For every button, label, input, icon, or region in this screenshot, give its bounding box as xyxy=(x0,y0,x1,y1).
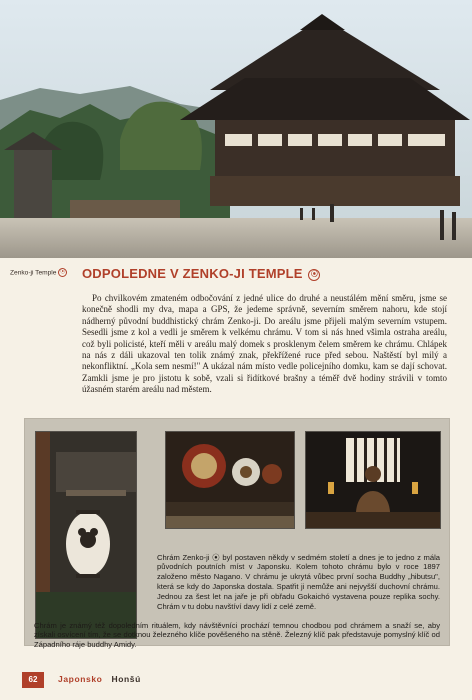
section-title-text: ODPOLEDNE V ZENKO-JI TEMPLE xyxy=(82,266,303,281)
caption-label: Zenko-ji Temple xyxy=(10,269,57,277)
body-paragraph: Po chvilkovém zmateném odbočování z jedné ulice do druhé a neustálém mění směru, jsme se konečně shodli my dva, mapa a GPS, že jedeme správně, severním směrem nahoru, kde stojí nádherný původní buddhistický chrám Zenko-ji. Do areálu jsme přijeli malým severním vstupem. Sesedli jsme z kol a vedli je směrem k velkému chrámu. V tom si nás hned všimla ostraha areálu, což byli policisté, kteří měli v areálu malý domek s prosklenym čelem směrem ke chrámu. Chlápek na nás z dáli ukazoval ten tolik známý znak, překřížené ruce před sebou. Naštěstí byl milý a nekonfliktní. „Kola sem nesmí!" A ukázal nám místo vedle policejního domku, kam se dají schovat. Zamkli jsme je pro jistotu k sobě, vzali si řidítkové brašny a téměř dvě hodiny strávili v tomto úžasném starém areálu nad městem. xyxy=(82,293,447,395)
infobox-text: Chrám Zenko-ji ⦿ byl postaven někdy v sedmém století a dnes je to jedno z mála původních poutních míst v Japonsku. Kolem tohoto chrámu bylo v roce 1897 založeno město Nagano. V chrámu je ukrytá vůbec první socha Buddhy „hibutsu", která se kdy do Japonska dostala. Spatřit ji nemůže ani nejvyšší duchovní chrámu. Jednou za šest let na jaře je při obřadu Gokaichó vystavena pouze replika sochy. Chrám v tu dobu navštíví davy lidí z celé země. xyxy=(157,552,440,611)
photo-lantern xyxy=(35,431,137,639)
running-section: Honšú xyxy=(111,674,141,684)
running-header xyxy=(58,674,141,684)
map-marker-icon: ⦿ xyxy=(308,269,320,281)
photo-infobox xyxy=(24,418,450,646)
photo-caption xyxy=(10,268,70,277)
photo-buddha-altar xyxy=(305,431,441,529)
section-title xyxy=(82,266,320,281)
page-footer xyxy=(0,672,472,694)
map-marker-icon: ⦿ xyxy=(60,269,66,275)
photo-temple-drums xyxy=(165,431,295,529)
infobox-text-continued: Chrám je známý též dopoledním rituálem, kdy návštěvníci prochází temnou chodbou pod chrámem a snaží se, aby získali osvícení tím, že se dotknou železného klíče pověšeného na stěně. Železný klíč pak představuje pomyslný klíč od Západního ráje buddhy Amidy. xyxy=(34,620,440,650)
running-title: Japonsko xyxy=(58,674,103,684)
hero-photo-zenkoji-main-hall xyxy=(0,0,472,258)
page-number: 62 xyxy=(22,672,44,688)
